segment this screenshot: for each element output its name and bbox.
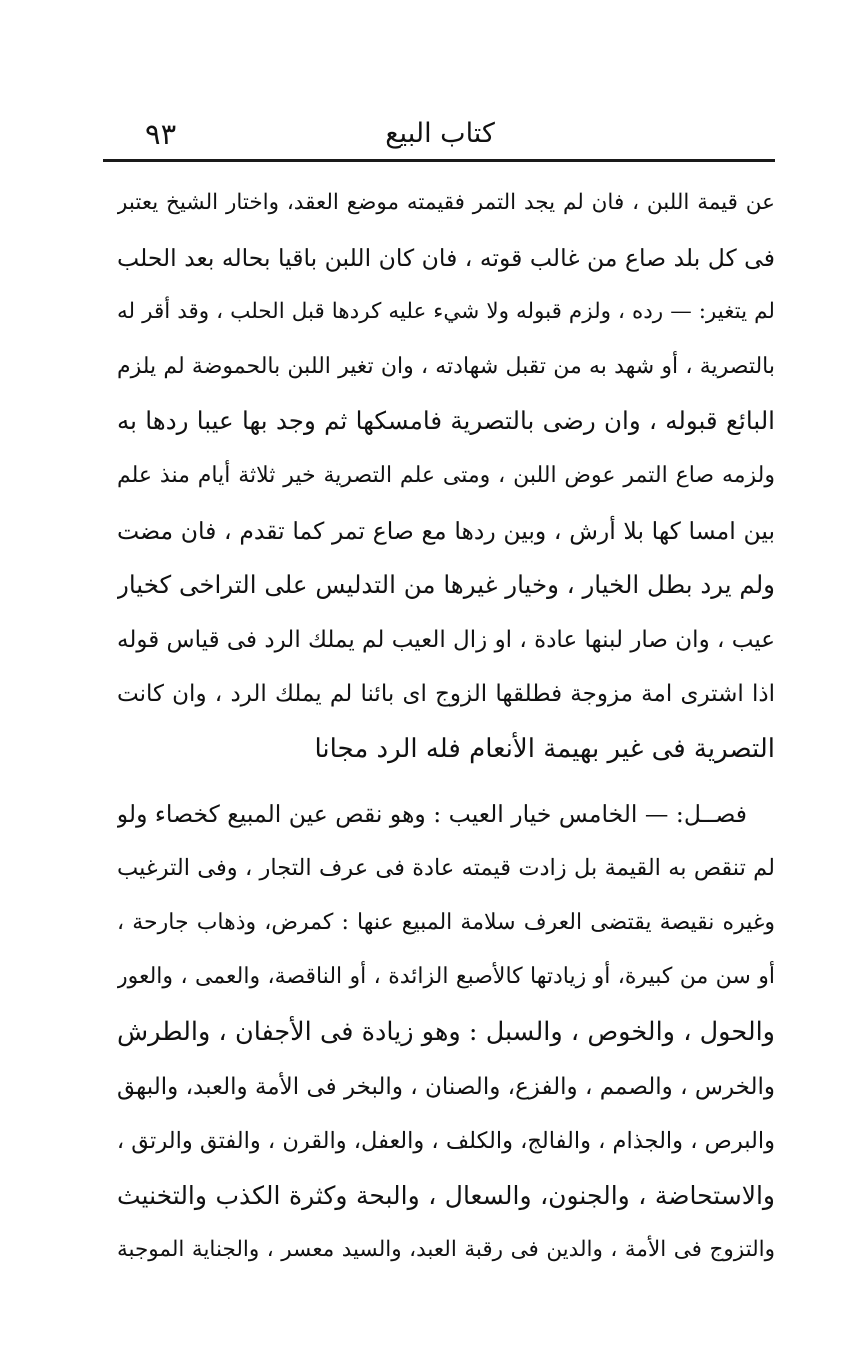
text-line: وغيره نقيصة يقتضى العرف سلامة المبيع عنها : كمرض، وذهاب جارحة ، [117,909,775,935]
text-line: لم تنقص به القيمة بل زادت قيمته عادة فى عرف التجار ، وفى الترغيب [117,855,775,882]
running-title: كتاب البيع [385,118,495,149]
text-line: بالتصرية ، أو شهد به من تقبل شهادته ، وان تغير اللبن بالحموضة لم يلزم [117,353,775,379]
text-line: والخرس ، والصمم ، والفزع، والصنان ، والبخر فى الأمة والعبد، والبهق [117,1073,775,1100]
paragraph [117,176,775,777]
text-line: التصرية فى غير بهيمة الأنعام فله الرد مجانا [314,733,775,764]
text-line: عيب ، وان صار لبنها عادة ، او زال العيب لم يملك الرد فى قياس قوله [117,626,775,653]
text-line: ولزمه صاع التمر عوض اللبن ، ومتى علم التصرية خير ثلاثة أيام منذ علم [117,462,775,488]
paragraph [117,787,775,1278]
text-line: فى كل بلد صاع من غالب قوته ، فان كان اللبن باقيا بحاله بعد الحلب [117,243,775,272]
text-line: والبرص ، والجذام ، والفالج، والكلف ، والعفل، والقرن ، والفتق والرتق ، [117,1128,775,1155]
text-line: لم يتغير: — رده ، ولزم قبوله ولا شيء عليه كردها قبل الحلب ، وقد أقر له [117,299,775,325]
page-header [105,112,775,160]
text-line: والحول ، والخوص ، والسبل : وهو زيادة فى الأجفان ، والطرش [117,1016,775,1047]
text-line: عن قيمة اللبن ، فان لم يجد التمر فقيمته موضع العقد، واختار الشيخ يعتبر [117,190,775,215]
text-line: فصــل: — الخامس خيار العيب : وهو نقص عين المبيع كخصاء ولو [117,799,747,828]
text-line: ولم يرد بطل الخيار ، وخيار غيرها من التدليس على التراخى كخيار [117,570,775,600]
text-line: والاستحاضة ، والجنون، والسعال ، والبحة وكثرة الكذب والتخنيث [117,1180,775,1210]
text-line: اذا اشترى امة مزوجة فطلقها الزوج اى بائنا لم يملك الرد ، وان كانت [117,681,775,708]
text-line: بين امسا كها بلا أرش ، وبين ردها مع صاع تمر كما تقدم ، فان مضت [117,516,775,545]
body-text [117,176,775,1278]
text-line: والتزوج فى الأمة ، والدين فى رقبة العبد، والسيد معسر ، والجناية الموجبة [117,1237,775,1263]
paragraph-gap [117,777,775,787]
text-line: البائع قبوله ، وان رضى بالتصرية فامسكها ثم وجد بها عيبا ردها به [117,406,775,436]
page-number: ٩٣ [145,117,177,151]
header-rule [103,159,775,162]
text-line: أو سن من كبيرة، أو زيادتها كالأصبع الزائدة ، أو الناقصة، والعمى ، والعور [117,964,775,990]
